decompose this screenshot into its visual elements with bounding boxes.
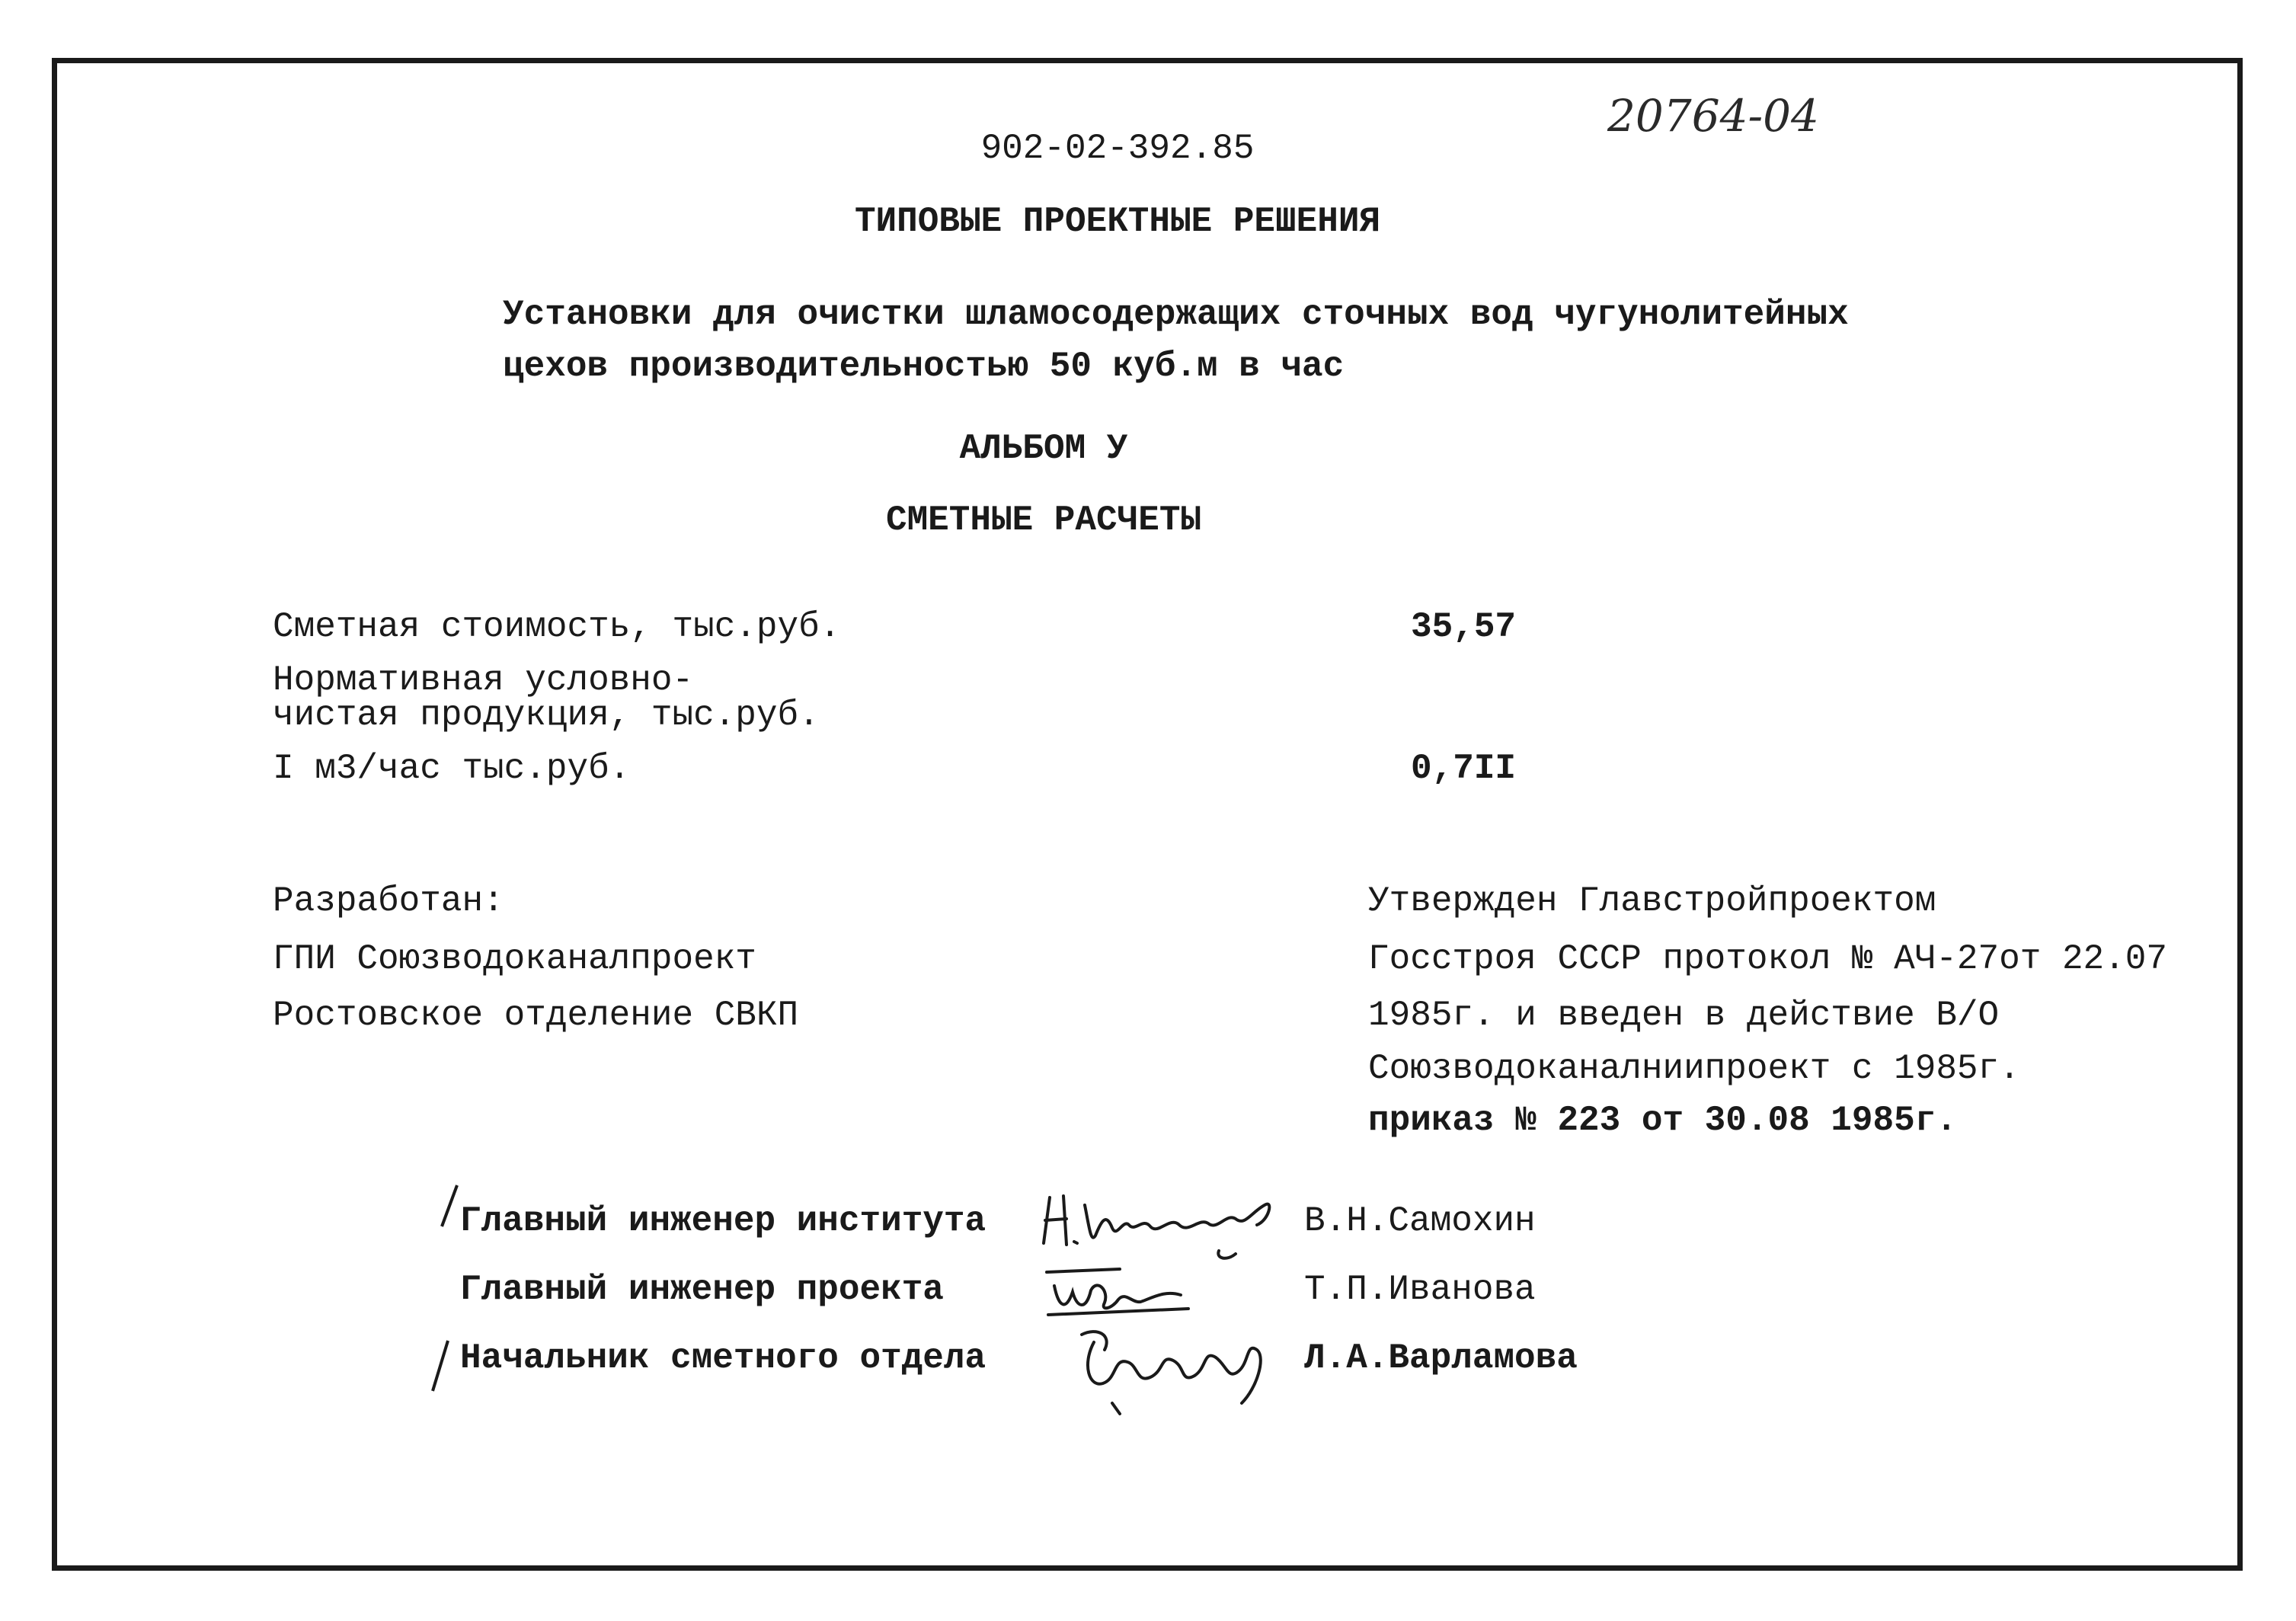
cost-label: Сметная стоимость, тыс.руб. xyxy=(273,607,841,647)
subject-line-1: Установки для очистки шламосодержащих сточных вод чугунолитейных xyxy=(503,295,1849,334)
signatory-position-1: Главный инженер института xyxy=(460,1201,987,1241)
signature-1 xyxy=(1036,1182,1287,1266)
product-label-line-2: чистая продукция, тыс.руб. xyxy=(273,695,820,735)
signatory-position-3: Начальник сметного отдела xyxy=(460,1338,987,1378)
product-label-line-1: Нормативная условно- xyxy=(273,660,694,700)
developer-organization: ГПИ Союзводоканалпроект xyxy=(273,939,756,979)
developer-heading: Разработан: xyxy=(273,881,504,921)
signatory-position-2: Главный инженер проекта xyxy=(460,1270,944,1309)
subject-line-2: цехов производительностью 50 куб.м в час xyxy=(503,347,1345,386)
signatory-name-1: В.Н.Самохин xyxy=(1304,1201,1536,1241)
signatory-name-3: Л.А.Варламова xyxy=(1304,1338,1578,1378)
approval-line-1: Утвержден Главстройпроектом xyxy=(1368,881,1936,921)
check-mark-1 xyxy=(434,1181,465,1234)
unit-cost-label: I м3/час тыс.руб. xyxy=(273,749,631,788)
unit-cost-value: 0,7II xyxy=(1411,749,1517,788)
signature-2 xyxy=(1036,1255,1265,1324)
developer-branch: Ростовское отделение СВКП xyxy=(273,996,799,1035)
series-title: ТИПОВЫЕ ПРОЕКТНЫЕ РЕШЕНИЯ xyxy=(854,202,1381,241)
album-number: АЛЬБОМ У xyxy=(959,429,1128,468)
handwritten-archive-number: 20764-04 xyxy=(1607,90,1819,142)
approval-line-2: Госстроя СССР протокол № АЧ-27от 22.07 xyxy=(1368,939,2167,979)
approval-line-5: приказ № 223 от 30.08 1985г. xyxy=(1368,1101,1957,1140)
check-mark-3 xyxy=(427,1335,457,1396)
approval-line-4: Союзводоканалниипроект с 1985г. xyxy=(1368,1049,2020,1089)
signatory-name-2: Т.П.Иванова xyxy=(1304,1270,1536,1309)
approval-line-3: 1985г. и введен в действие В/О xyxy=(1368,996,2000,1035)
project-code: 902-02-392.85 xyxy=(980,129,1255,168)
cost-value: 35,57 xyxy=(1411,607,1517,647)
signature-3 xyxy=(1066,1319,1280,1418)
album-title: СМЕТНЫЕ РАСЧЕТЫ xyxy=(885,500,1202,540)
